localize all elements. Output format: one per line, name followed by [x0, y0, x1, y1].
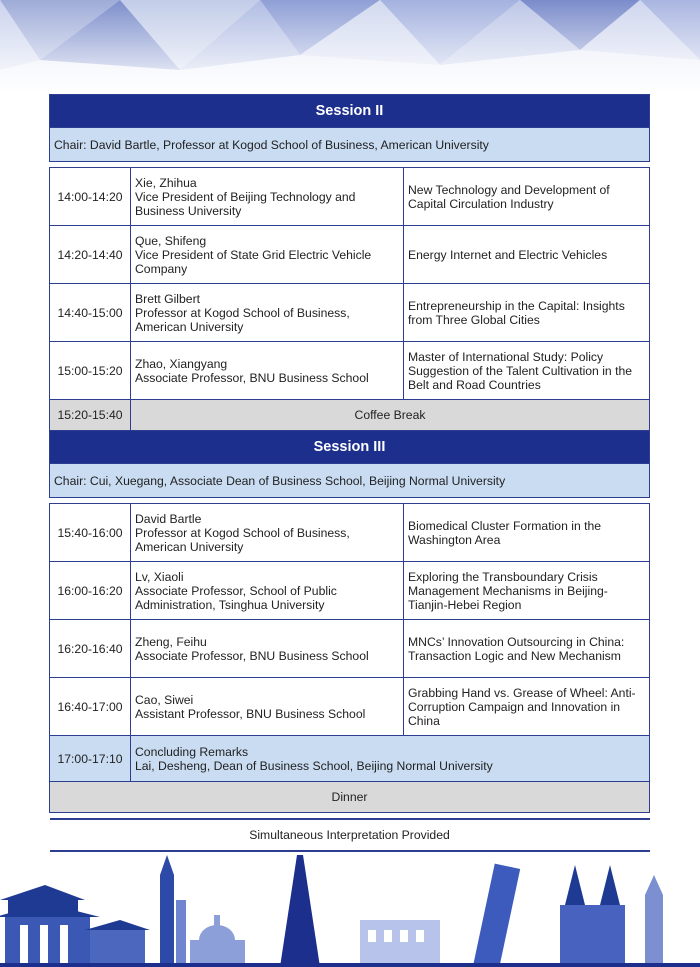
talk-topic: New Technology and Development of Capital Circulation Industry	[404, 168, 650, 226]
city-skyline-graphic	[0, 845, 700, 967]
table-row	[50, 284, 650, 342]
talk-topic: Exploring the Transboundary Crisis Management Mechanisms in Beijing-Tianjin-Hebei Region	[404, 562, 650, 620]
time-slot: 15:20-15:40	[50, 400, 131, 431]
speaker-name: Lv, Xiaoli	[135, 569, 184, 584]
speaker-cell	[131, 284, 404, 342]
speaker-cell	[131, 562, 404, 620]
speaker-name: Zheng, Feihu	[135, 634, 207, 649]
talk-topic: MNCs’ Innovation Outsourcing in China: Transaction Logic and New Mechanism	[404, 620, 650, 678]
chair-row	[50, 464, 650, 498]
speaker-name: David Bartle	[135, 511, 202, 526]
session-header	[50, 95, 650, 128]
session-header	[50, 431, 650, 464]
speaker-cell	[131, 504, 404, 562]
time-slot: 15:00-15:20	[50, 342, 131, 400]
session-title: Session II	[50, 95, 650, 128]
concluding-remarks-row	[50, 736, 650, 782]
concluding-speaker: Lai, Desheng, Dean of Business School, Beijing Normal University	[135, 758, 493, 773]
talk-topic: Entrepreneurship in the Capital: Insights from Three Global Cities	[404, 284, 650, 342]
concluding-cell	[131, 736, 650, 782]
time-slot: 14:40-15:00	[50, 284, 131, 342]
talk-topic: Energy Internet and Electric Vehicles	[404, 226, 650, 284]
speaker-role: Assistant Professor, BNU Business School	[135, 706, 366, 721]
speaker-role: Associate Professor, BNU Business School	[135, 370, 369, 385]
speaker-name: Que, Shifeng	[135, 233, 207, 248]
break-label: Coffee Break	[131, 400, 650, 431]
time-slot: 15:40-16:00	[50, 504, 131, 562]
speaker-name: Brett Gilbert	[135, 291, 201, 306]
speaker-role: Professor at Kogod School of Business, American University	[135, 305, 350, 334]
speaker-role: Associate Professor, BNU Business School	[135, 648, 369, 663]
talk-topic: Biomedical Cluster Formation in the Washington Area	[404, 504, 650, 562]
table-row	[50, 620, 650, 678]
speaker-cell	[131, 226, 404, 284]
speaker-name: Xie, Zhihua	[135, 175, 197, 190]
time-slot: 16:40-17:00	[50, 678, 131, 736]
table-row	[50, 504, 650, 562]
speaker-role: Vice President of Beijing Technology and Business University	[135, 189, 356, 218]
chair-text: Chair: David Bartle, Professor at Kogod School of Business, American University	[50, 128, 650, 162]
coffee-break-row	[50, 400, 650, 431]
speaker-role: Vice President of State Grid Electric Vehicle Company	[135, 247, 372, 276]
time-slot: 17:00-17:10	[50, 736, 131, 782]
speaker-cell	[131, 678, 404, 736]
geometric-header-graphic	[0, 0, 700, 95]
chair-row	[50, 128, 650, 162]
speaker-role: Professor at Kogod School of Business, American University	[135, 525, 350, 554]
chair-text: Chair: Cui, Xuegang, Associate Dean of Business School, Beijing Normal University	[50, 464, 650, 498]
speaker-name: Zhao, Xiangyang	[135, 356, 228, 371]
speaker-name: Cao, Siwei	[135, 692, 194, 707]
session-title: Session III	[50, 431, 650, 464]
speaker-cell	[131, 342, 404, 400]
table-row	[50, 678, 650, 736]
time-slot: 16:00-16:20	[50, 562, 131, 620]
program-table	[49, 94, 650, 852]
talk-topic: Master of International Study: Policy Suggestion of the Talent Cultivation in the Belt and Road Countries	[404, 342, 650, 400]
table-row	[50, 562, 650, 620]
talk-topic: Grabbing Hand vs. Grease of Wheel: Anti-Corruption Campaign and Innovation in China	[404, 678, 650, 736]
time-slot: 14:20-14:40	[50, 226, 131, 284]
table-row	[50, 168, 650, 226]
concluding-title: Concluding Remarks	[135, 744, 249, 759]
speaker-cell	[131, 620, 404, 678]
interpretation-note: Simultaneous Interpretation Provided	[50, 819, 650, 851]
table-row	[50, 226, 650, 284]
dinner-row	[50, 782, 650, 813]
speaker-role: Associate Professor, School of Public Administration, Tsinghua University	[135, 583, 337, 612]
time-slot: 16:20-16:40	[50, 620, 131, 678]
table-row	[50, 342, 650, 400]
time-slot: 14:00-14:20	[50, 168, 131, 226]
speaker-cell	[131, 168, 404, 226]
dinner-label: Dinner	[50, 782, 650, 813]
